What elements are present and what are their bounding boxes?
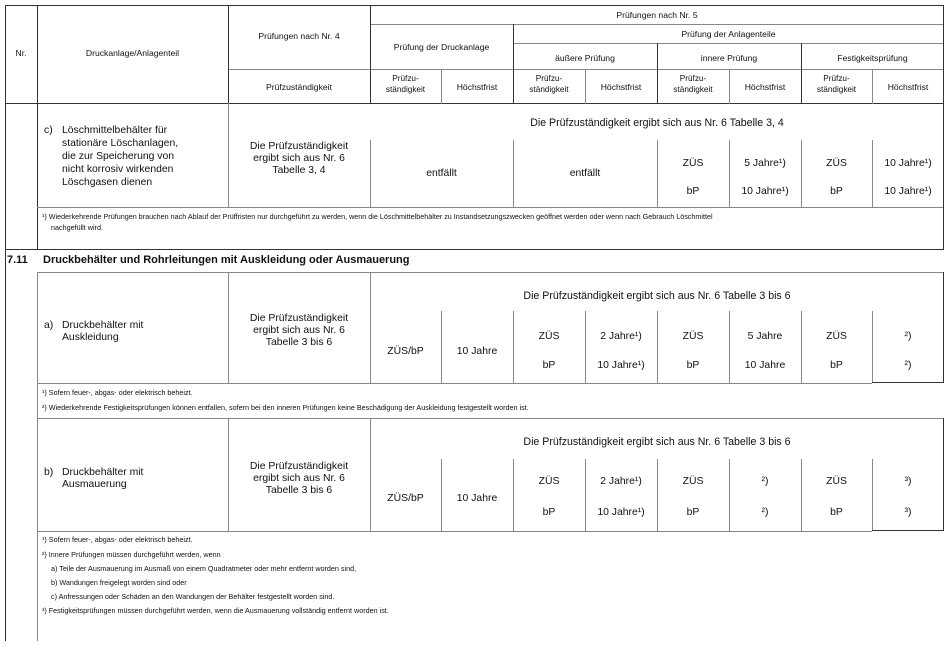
row-a-nr4-line: Die Prüfzuständigkeit [249, 313, 349, 324]
row-a-anlage-frist: 10 Jahre [456, 346, 498, 357]
row-a-text-line: Druckbehälter mit [62, 320, 144, 331]
row-a-footnote-2: ²) Wiederkehrende Festigkeitsprüfungen können entfallen, sofern bei den inneren Prüfungen keine Beschädigung der Auskleidung festgestellt worden ist. [42, 403, 529, 412]
header-pruefzustaendigkeit: Prüfzuständigkeit [266, 82, 332, 92]
row-b-text-line: Druckbehälter mit [62, 467, 144, 478]
row-a-aeuss-z1: ZÜS [538, 331, 560, 342]
rule [513, 43, 944, 44]
rule [872, 459, 873, 531]
header-festigkeitspruefung: Festigkeitsprüfung [837, 53, 908, 63]
row-b-fest-f1: ³) [904, 476, 912, 487]
row-c-nr4-line: Tabelle 3, 4 [272, 165, 326, 176]
rule [228, 69, 944, 70]
row-c-innere-f2: 10 Jahre¹) [741, 186, 789, 197]
rule [657, 459, 658, 531]
header-pruefungen-nr5: Prüfungen nach Nr. 5 [616, 10, 698, 20]
rule [37, 418, 944, 419]
subheader-pruefzu: Prüfzu- [392, 74, 419, 83]
row-c-innere-z2: bP [686, 186, 700, 197]
row-a-nr4-line: Tabelle 3 bis 6 [265, 337, 333, 348]
header-druckanlage: Druckanlage/Anlagenteil [85, 48, 180, 58]
row-a-nr4-line: ergibt sich aus Nr. 6 [253, 325, 345, 336]
row-c-label: c) [44, 125, 53, 136]
subheader-staendigkeit: ständigkeit [673, 85, 713, 94]
row-b-zustaendigkeit: Die Prüfzuständigkeit ergibt sich aus Nr. 6 Tabelle 3 bis 6 [523, 436, 791, 448]
row-b-innere-f1: ²) [761, 476, 769, 487]
row-b-fest-z1: ZÜS [826, 476, 847, 487]
row-a-aeuss-f2: 10 Jahre¹) [597, 360, 645, 371]
row-c-zustaendigkeit: Die Prüfzuständigkeit ergibt sich aus Nr. 6 Tabelle 3, 4 [530, 117, 784, 129]
rule [37, 207, 944, 208]
row-a-innere-f2: 10 Jahre [744, 360, 786, 371]
subheader-hoechstfrist: Höchstfrist [456, 82, 498, 92]
row-a-fest-f1: ²) [904, 331, 912, 342]
row-a-footnote-1: ¹) Sofern feuer-, abgas- oder elektrisch beheizt. [42, 388, 193, 397]
row-b-text-line: Ausmauerung [62, 479, 127, 490]
rule [37, 272, 944, 273]
row-a-innere-f1: 5 Jahre [747, 331, 783, 342]
row-b-aeuss-f1: 2 Jahre¹) [600, 476, 642, 487]
row-b-footnote-2: ²) Innere Prüfungen müssen durchgeführt werden, wenn [42, 550, 221, 559]
row-c-text-line: die zur Speicherung von [62, 151, 175, 162]
rule [729, 459, 730, 531]
row-a-label: a) [44, 320, 54, 331]
section-title: Druckbehälter und Rohrleitungen mit Auskleidung oder Ausmauerung [43, 254, 410, 266]
row-b-nr4-line: ergibt sich aus Nr. 6 [253, 473, 345, 484]
row-a-text-line: Auskleidung [62, 332, 119, 343]
row-b-anlage-frist: 10 Jahre [456, 493, 498, 504]
row-b-footnote-2a: a) Teile der Ausmauerung im Ausmaß von einem Quadratmeter oder mehr entfernt worden sind, [51, 564, 357, 573]
row-a-aeuss-f1: 2 Jahre¹) [600, 331, 642, 342]
row-b-footnote-1: ¹) Sofern feuer-, abgas- oder elektrisch beheizt. [42, 535, 193, 544]
row-c-fest-z1: ZÜS [826, 158, 847, 169]
row-b-footnote-2c: c) Anfressungen oder Schäden an den Wandungen der Behälter festgestellt worden sind. [51, 592, 335, 601]
rule [37, 272, 38, 641]
row-b-label: b) [44, 467, 54, 478]
row-a-innere-z2: bP [686, 360, 700, 371]
section-number: 7.11 [7, 254, 28, 266]
row-b-aeuss-z1: ZÜS [538, 476, 560, 487]
row-c-footnote: ¹) Wiederkehrende Prüfungen brauchen nach Ablauf der Prüffristen nur durchgeführt zu werden, wenn die Löschmittelbehälter zu Instandsetzungszwecken geöffnet werden oder wenn nach Gebrauch Löschmittel [42, 212, 713, 221]
row-a-fest-z2: bP [830, 360, 843, 371]
row-c-entfaellt: entfällt [426, 168, 457, 179]
rule [872, 530, 944, 531]
row-b-fest-f2: ³) [904, 507, 912, 518]
header-aeussere-pruefung: äußere Prüfung [555, 53, 615, 63]
rule [801, 459, 802, 531]
rule [585, 459, 586, 531]
rule [872, 382, 944, 383]
row-c-text-line: nicht korrosiv wirkenden [62, 164, 174, 175]
row-b-innere-z2: bP [686, 507, 700, 518]
row-b-footnote-3: ³) Festigkeitsprüfungen müssen durchgeführt werden, wenn die Ausmauerung vollständig entfernt worden ist. [42, 606, 389, 615]
rule [37, 531, 872, 532]
row-c-entfaellt: entfällt [569, 168, 601, 179]
row-c-text-line: stationäre Löschanlagen, [62, 138, 179, 149]
row-b-nr4-line: Tabelle 3 bis 6 [265, 485, 333, 496]
header-nr: Nr. [15, 48, 27, 58]
row-c-nr4-line: Die Prüfzuständigkeit [249, 141, 349, 152]
row-a-fest-f2: ²) [904, 360, 912, 371]
rule [5, 5, 6, 641]
rule [370, 272, 371, 383]
rule [370, 418, 371, 531]
row-c-fest-f1: 10 Jahre¹) [884, 158, 932, 169]
row-a-zustaendigkeit: Die Prüfzuständigkeit ergibt sich aus Nr. 6 Tabelle 3 bis 6 [523, 290, 791, 302]
row-b-footnote-2b: b) Wandungen freigelegt worden sind oder [51, 578, 187, 587]
row-b-innere-f2: ²) [761, 507, 769, 518]
subheader-staendigkeit: ständigkeit [816, 85, 857, 94]
row-b-aeuss-f2: 10 Jahre¹) [597, 507, 645, 518]
rule [5, 5, 944, 6]
row-b-nr4-line: Die Prüfzuständigkeit [249, 461, 349, 472]
header-pruefung-druckanlage: Prüfung der Druckanlage [393, 42, 490, 52]
row-c-text-line: Löschgasen dienen [62, 177, 153, 188]
header-innere-pruefung: innere Prüfung [700, 53, 758, 63]
subheader-staendigkeit: ständigkeit [529, 85, 569, 94]
subheader-hoechstfrist: Höchstfrist [744, 82, 786, 92]
row-b-anlage-zust: ZÜS/bP [387, 493, 424, 504]
subheader-pruefzu: Prüfzu- [823, 74, 850, 83]
row-c-nr4-line: ergibt sich aus Nr. 6 [253, 153, 345, 164]
rule [513, 459, 514, 531]
row-a-aeuss-z2: bP [542, 360, 556, 371]
rule [5, 103, 944, 104]
row-b-innere-z1: ZÜS [682, 476, 704, 487]
row-b-fest-z2: bP [830, 507, 843, 518]
row-c-text-line: Löschmittelbehälter für [62, 125, 168, 136]
rule [5, 249, 944, 250]
rule [37, 5, 38, 250]
subheader-pruefzu: Prüfzu- [535, 74, 563, 83]
row-a-innere-z1: ZÜS [682, 331, 704, 342]
row-a-fest-z1: ZÜS [826, 331, 847, 342]
header-pruefung-anlagenteile: Prüfung der Anlagenteile [681, 29, 776, 39]
row-c-innere-z1: ZÜS [682, 158, 704, 169]
row-c-fest-f2: 10 Jahre¹) [884, 186, 932, 197]
row-a-anlage-zust: ZÜS/bP [387, 346, 424, 357]
row-b-aeuss-z2: bP [542, 507, 556, 518]
subheader-hoechstfrist: Höchstfrist [887, 82, 929, 92]
rule [370, 24, 944, 25]
header-pruefungen-nr4: Prüfungen nach Nr. 4 [258, 31, 340, 41]
subheader-pruefzu: Prüfzu- [679, 74, 707, 83]
row-c-footnote-cont: nachgefüllt wird. [51, 223, 103, 232]
rule [37, 383, 872, 384]
subheader-staendigkeit: ständigkeit [385, 85, 426, 94]
row-c-innere-f1: 5 Jahre¹) [744, 158, 786, 169]
row-c-fest-z2: bP [830, 186, 843, 197]
subheader-hoechstfrist: Höchstfrist [600, 82, 642, 92]
